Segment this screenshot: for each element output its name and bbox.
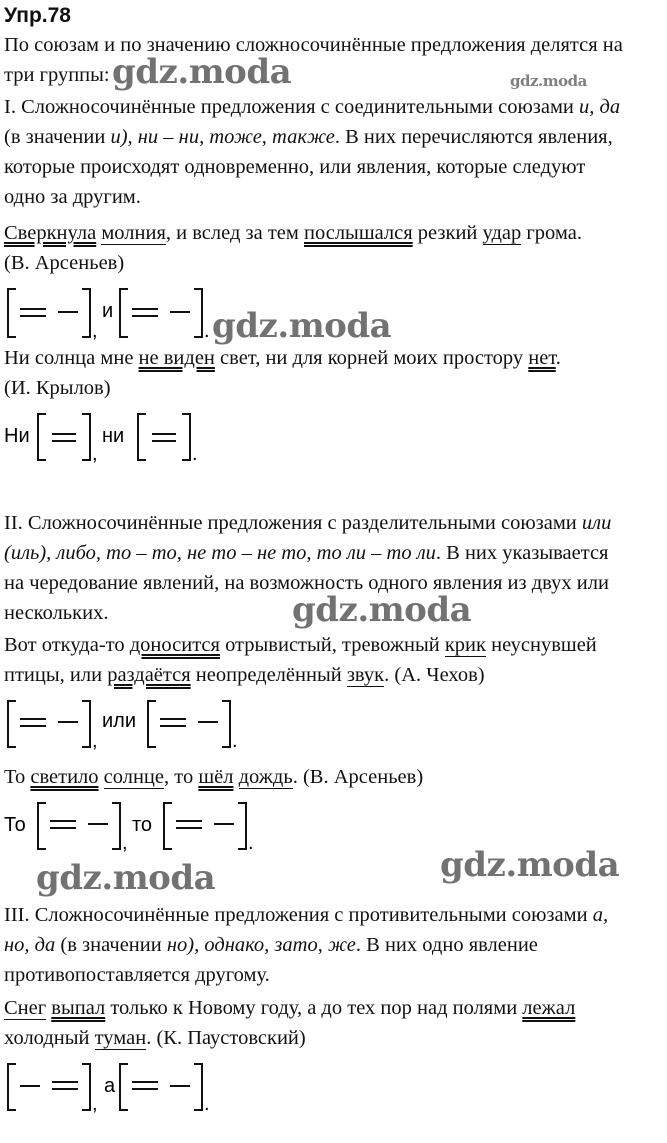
group3-heading-line-3: противопоставляется другому.	[4, 964, 270, 986]
subject: молния	[101, 222, 166, 244]
g1-example2-author: (И. Крылов)	[4, 377, 111, 399]
text: резкий	[412, 222, 483, 244]
text: .	[555, 347, 561, 369]
predicate: доносится	[129, 634, 220, 656]
group1-heading-line-1	[4, 92, 620, 122]
exercise-title: Упр.78	[4, 4, 71, 27]
text: . (К. Паустовский)	[146, 1027, 306, 1049]
g2-scheme-1	[4, 695, 264, 755]
text: только к Новому году, а до тех пор над полями	[105, 997, 523, 1019]
conjunction-label: ни	[102, 425, 125, 447]
subject: солнце	[103, 766, 165, 788]
group1-heading-conj-b: и), ни – ни, тоже, также	[110, 126, 335, 148]
predicate: нет	[528, 347, 556, 369]
subject: Снег	[4, 997, 47, 1019]
predicate: выпал	[51, 997, 106, 1019]
group1-heading-text-b: (в значении	[4, 126, 111, 148]
predicate: послышался	[304, 222, 413, 244]
g2-example2-line-1	[4, 762, 423, 792]
svg-text:.: .	[232, 730, 238, 752]
g3-example1-line-1	[4, 993, 575, 1023]
intro-line-1: По союзам и по значению сложносочинённые предложения делятся на	[4, 34, 623, 56]
svg-text:.: .	[204, 1093, 210, 1115]
subject: туман	[94, 1027, 147, 1049]
group1-heading-line-2	[4, 122, 613, 152]
svg-text:.: .	[204, 320, 210, 342]
predicate: шёл	[198, 766, 234, 788]
svg-text:.: .	[192, 443, 198, 465]
group1-heading-text: I. Сложносочинённые предложения с соединительными союзами	[4, 96, 580, 118]
svg-text:,: ,	[92, 443, 98, 465]
group2-heading-line-3: на чередование явлений, на возможность одного явления из двух или	[4, 572, 609, 594]
subject: дождь	[238, 766, 293, 788]
intro-line-2: три группы:	[4, 64, 110, 86]
conjunction-label: Ни	[4, 425, 30, 447]
text: . (В. Арсеньев)	[292, 766, 424, 788]
watermark-logo: gdz.moda	[510, 72, 587, 90]
group3-heading-line-2	[4, 930, 538, 960]
subject: крик	[444, 634, 486, 656]
predicate: светило	[30, 766, 99, 788]
predicate: Сверкнула	[4, 222, 97, 244]
watermark-logo: gdz.moda	[212, 306, 392, 346]
conjunction-label: то	[132, 814, 153, 836]
text: неопределённый	[190, 664, 347, 686]
group2-heading-line-2	[4, 538, 609, 568]
group3-heading-rest: . В них одно явление	[355, 934, 538, 956]
text: Вот откуда-то	[4, 634, 130, 656]
text	[99, 766, 104, 788]
group1-heading-line-3: которые происходят одновременно, или явления, которые следуют	[4, 156, 586, 178]
group2-heading-conj-b: (иль), либо, то – то, не то – не то, то ли – то ли	[4, 542, 436, 564]
group3-heading-conj-c: но), однако, зато, же	[166, 934, 356, 956]
conjunction-label: То	[4, 814, 26, 836]
group3-heading-conj-b: но, да	[4, 934, 56, 956]
svg-text:,: ,	[92, 1093, 98, 1115]
text: неуснувшей	[485, 634, 597, 656]
text: отрывистый, тревожный	[219, 634, 445, 656]
svg-text:.: .	[248, 832, 254, 854]
group3-heading-line-1	[4, 900, 608, 930]
g1-example2-line-1	[4, 343, 561, 373]
conjunction-label: а	[104, 1075, 116, 1097]
group3-heading-text: III. Сложносочинённые предложения с противительными союзами	[4, 904, 593, 926]
predicate: лежал	[522, 997, 576, 1019]
text: , и вслед за тем	[165, 222, 304, 244]
text: . (А. Чехов)	[384, 664, 485, 686]
text: холодный	[4, 1027, 95, 1049]
group1-heading-line-4: одно за другим.	[4, 186, 141, 208]
text: , то	[164, 766, 199, 788]
subject: звук	[346, 664, 385, 686]
g1-example1-author: (В. Арсеньев)	[4, 252, 125, 274]
svg-text:,: ,	[92, 730, 98, 752]
group2-heading-line-1	[4, 508, 611, 538]
group2-heading-text: II. Сложносочинённые предложения с разделительными союзами	[4, 512, 582, 534]
conjunction-label: или	[102, 710, 137, 732]
svg-text:,: ,	[92, 320, 98, 342]
g1-example1-line-1	[4, 218, 582, 248]
group2-heading-rest: . В них указывается	[435, 542, 609, 564]
g3-example1-line-2	[4, 1023, 306, 1053]
watermark-logo: gdz.moda	[292, 590, 472, 630]
group1-heading-conj: и, да	[579, 96, 621, 118]
text: свет, ни для корней моих простору	[214, 347, 529, 369]
text: То	[4, 766, 31, 788]
text: птицы, или	[4, 664, 108, 686]
text: грома.	[521, 222, 582, 244]
group1-heading-rest: . В них перечисляются явления,	[334, 126, 613, 148]
predicate: не виден	[138, 347, 215, 369]
svg-text:,: ,	[122, 832, 128, 854]
subject: удар	[482, 222, 522, 244]
g2-scheme-2	[4, 797, 274, 857]
g2-example1-line-1	[4, 630, 597, 660]
conjunction-label: и	[102, 300, 114, 322]
group3-heading-conj: а,	[592, 904, 609, 926]
group2-heading-conj: или	[581, 512, 612, 534]
predicate: раздаётся	[107, 664, 191, 686]
group3-heading-mid: (в значении	[55, 934, 167, 956]
g2-example1-line-2	[4, 660, 485, 690]
text: Ни солнца мне	[4, 347, 139, 369]
g3-scheme-1	[4, 1058, 234, 1118]
watermark-logo: gdz.moda	[36, 858, 216, 898]
watermark-logo: gdz.moda	[440, 845, 620, 885]
group2-heading-line-4: нескольких.	[4, 602, 109, 624]
text	[233, 766, 238, 788]
g1-scheme-2	[4, 408, 224, 468]
watermark-logo: gdz.moda	[112, 52, 292, 92]
